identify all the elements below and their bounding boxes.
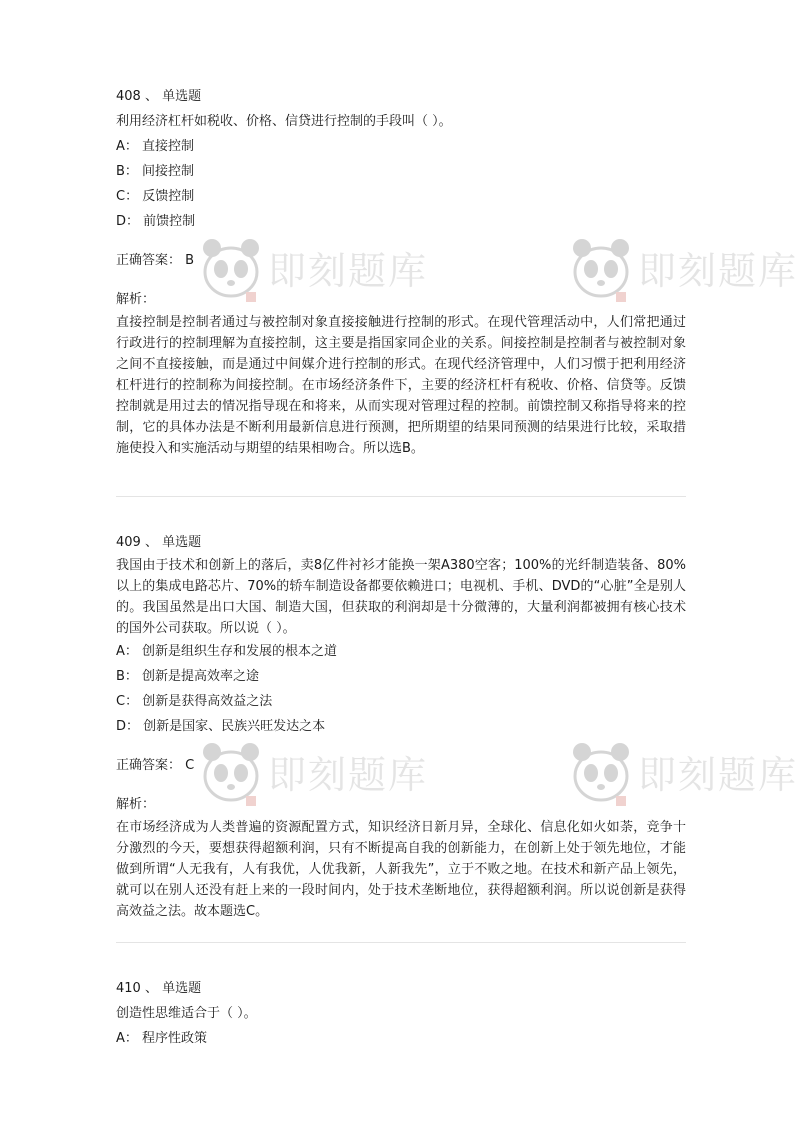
question-header: 410 、 单选题 [116,981,202,996]
watermark-text: 即刻题库 [638,753,799,797]
question-stem: 利用经济杠杆如税收、价格、信贷进行控制的手段叫（ ）。 [116,114,452,129]
option-a: A： 程序性政策 [116,1031,208,1046]
analysis-text: 在市场经济成为人类普遍的资源配置方式，知识经济日新月异，全球化、信息化如火如荼，竞争十分激烈的今天，要想获得超额利润，只有不断提高自我的创新能力，在创新上处于领先地位，才能做到所谓“人无我有，人有我优，人优我新，人新我先”，立于不败之地。在技术和新产品上领先，就可以在别人还没有赶上来的一段时间内，处于技术垄断地位，获得超额利润。所以说创新是获得高效益之法。故本题选C。 [116,820,686,919]
option-a: A： 创新是组织生存和发展的根本之道 [116,644,338,659]
question-header: 409 、 单选题 [116,535,202,550]
watermark-text: 即刻题库 [638,249,799,293]
option-c: C： 创新是获得高效益之法 [116,694,273,709]
analysis-label: 解析： [116,797,156,812]
question-divider [116,942,686,943]
analysis-text: 直接控制是控制者通过与被控制对象直接接触进行控制的形式。在现代管理活动中，人们常把通过行政进行的控制理解为直接控制，这主要是指国家同企业的关系。间接控制是控制者与被控制对象之间不直接接触，而是通过中间媒介进行控制的形式。在现代经济管理中，人们习惯于把利用经济杠杆进行的控制称为间接控制。在市场经济条件下，主要的经济杠杆有税收、价格、信贷等。反馈控制就是用过去的情况指导现在和将来，从而实现对管理过程的控制。前馈控制又称指导将来的控制，它的具体办法是不断利用最新信息进行预测，把所期望的结果同预测的结果进行比较，采取措施使投入和实施活动与期望的结果相吻合。所以选B。 [116,315,686,456]
question-stem: 创造性思维适合于（ ）。 [116,1006,257,1021]
option-c: C： 反馈控制 [116,189,195,204]
option-d: D： 创新是国家、民族兴旺发达之本 [116,719,326,734]
option-d: D： 前馈控制 [116,214,196,229]
option-b: B： 间接控制 [116,164,195,179]
option-a: A： 直接控制 [116,139,195,154]
analysis-label: 解析： [116,292,156,307]
correct-answer: 正确答案： C [116,758,195,773]
question-410 [116,976,686,1051]
question-408 [116,84,686,459]
question-header: 408 、 单选题 [116,89,202,104]
watermark-text: 即刻题库 [268,249,429,293]
option-b: B： 创新是提高效率之途 [116,669,260,684]
watermark-text: 即刻题库 [268,753,429,797]
correct-answer: 正确答案： B [116,253,195,268]
question-409 [116,530,686,922]
question-stem: 我国由于技术和创新上的落后，卖8亿件衬衫才能换一架A380空客；100%的光纤制造装备、80%以上的集成电路芯片、70%的轿车制造设备都要依赖进口；电视机、手机、DVD的“心脏”全是别人的。我国虽然是出口大国、制造大国，但获取的利润却是十分微薄的，大量利润都被拥有核心技术的国外公司获取。所以说（ ）。 [116,558,686,636]
question-divider [116,496,686,497]
